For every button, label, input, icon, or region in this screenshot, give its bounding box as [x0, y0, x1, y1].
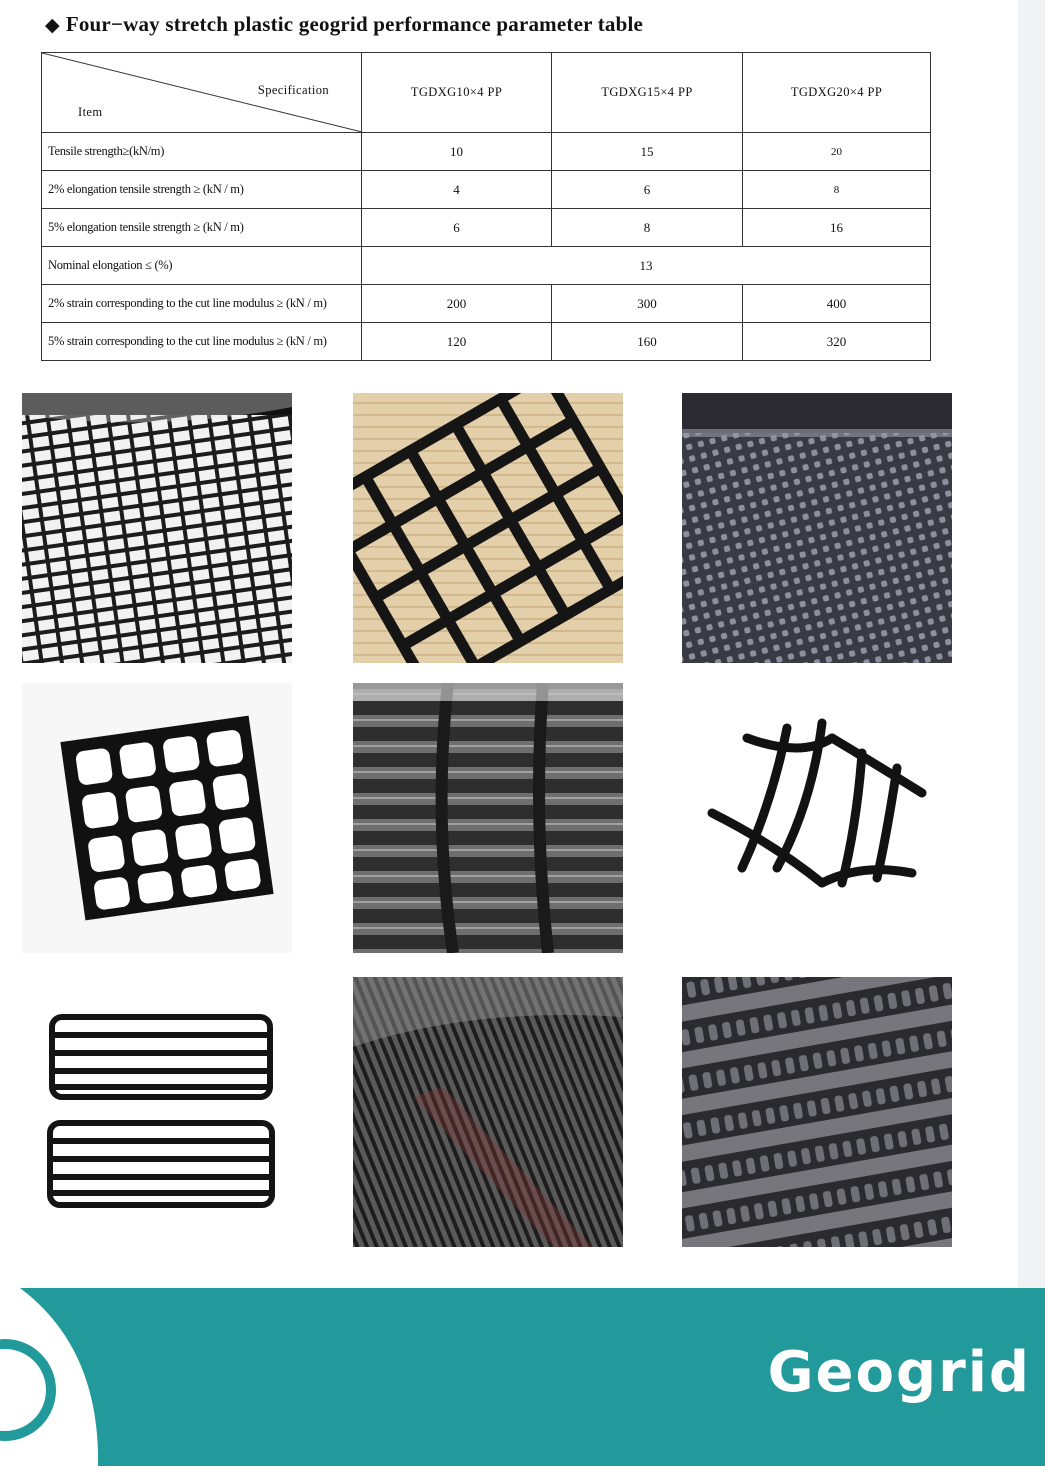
- item-header: Item: [78, 105, 103, 119]
- footer-banner: [0, 1288, 1045, 1466]
- uniaxial-grid-on-floor-photo: [353, 683, 623, 953]
- table-cell: 320: [743, 323, 931, 361]
- table-cell: 200: [362, 285, 552, 323]
- table-corner-cell: [42, 53, 362, 133]
- table-cell: 10: [362, 133, 552, 171]
- table-row: [42, 285, 931, 323]
- row-label: 5% strain corresponding to the cut line modulus ≥ (kN / m): [42, 323, 362, 361]
- table-cell: 8: [552, 209, 743, 247]
- table-cell: 20: [743, 133, 931, 171]
- brand-title: Geogrid: [767, 1340, 1031, 1405]
- column-header: TGDXG15×4 PP: [552, 53, 743, 133]
- row-label: Nominal elongation ≤ (%): [42, 247, 362, 285]
- page-edge-shade: [1018, 0, 1045, 1290]
- table-cell: 16: [743, 209, 931, 247]
- page-title: [45, 12, 643, 37]
- row-label: 5% elongation tensile strength ≥ (kN / m): [42, 209, 362, 247]
- table-cell: 120: [362, 323, 552, 361]
- uniaxial-strip-samples-photo: [22, 977, 292, 1247]
- table-cell: 6: [362, 209, 552, 247]
- wrapped-grid-rolls-photo: [682, 977, 952, 1247]
- row-label: 2% strain corresponding to the cut line modulus ≥ (kN / m): [42, 285, 362, 323]
- table-cell: 4: [362, 171, 552, 209]
- table-row: [42, 171, 931, 209]
- bent-grid-sample-photo: [682, 683, 952, 953]
- row-label: Tensile strength≥(kN/m): [42, 133, 362, 171]
- merged-table-cell: 13: [362, 247, 931, 285]
- table-header-row: [42, 53, 931, 133]
- performance-parameter-table: [41, 52, 931, 361]
- table-row: [42, 323, 931, 361]
- column-header: TGDXG20×4 PP: [743, 53, 931, 133]
- table-cell: 6: [552, 171, 743, 209]
- grid-sample-white-bg-photo: [22, 683, 292, 953]
- table-cell: 8: [743, 171, 931, 209]
- row-label: 2% elongation tensile strength ≥ (kN / m): [42, 171, 362, 209]
- table-cell: 300: [552, 285, 743, 323]
- table-row: [42, 133, 931, 171]
- page-title-text: Four−way stretch plastic geogrid performance parameter table: [65, 12, 644, 36]
- uniaxial-grid-roll-photo: [353, 977, 623, 1247]
- table-row: [42, 209, 931, 247]
- biaxial-mesh-roll-photo: [22, 393, 292, 663]
- table-cell: 400: [743, 285, 931, 323]
- specification-header: Specification: [257, 83, 329, 97]
- table-cell: 160: [552, 323, 743, 361]
- square-grid-on-wood-photo: [353, 393, 623, 663]
- table-row: [42, 247, 931, 285]
- stacked-grid-rolls-photo: [682, 393, 952, 663]
- table-cell: 15: [552, 133, 743, 171]
- column-header: TGDXG10×4 PP: [362, 53, 552, 133]
- diamond-bullet-icon: ◆: [45, 15, 60, 36]
